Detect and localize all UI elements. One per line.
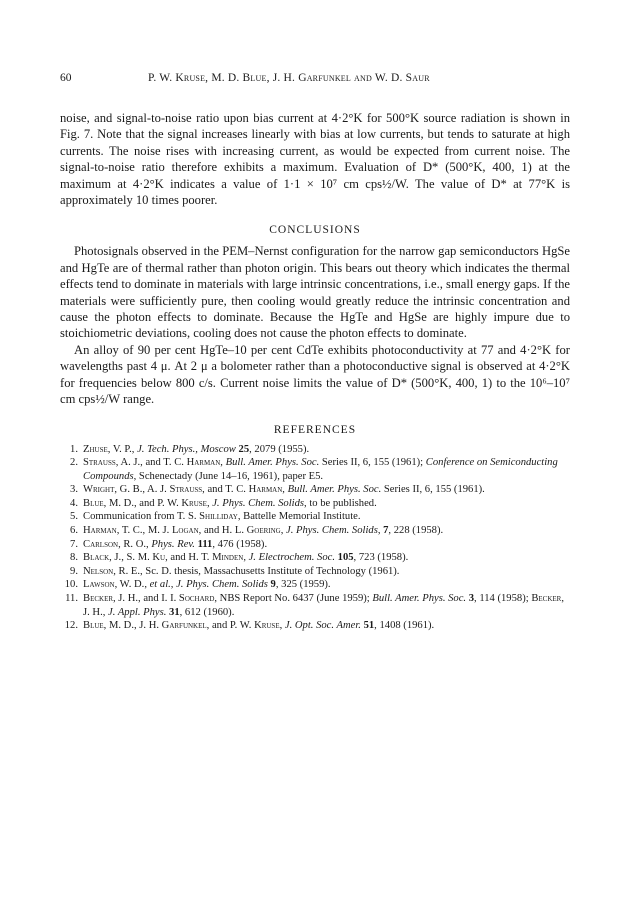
reference-text: Lawson, W. D. [83, 579, 145, 591]
reference-text: , and P. W. [134, 497, 182, 509]
reference-text: 51 [363, 620, 375, 632]
reference-item [60, 565, 570, 579]
reference-text: , Sc. D. thesis, Massachusetts Institute of Technology (1961). [140, 565, 400, 577]
reference-text: Bull. Amer. Phys. Soc. [372, 593, 467, 605]
reference-item [60, 456, 570, 483]
reference-text: Communication from T. S. [83, 511, 200, 523]
reference-text: , and I. I. [138, 593, 179, 605]
reference-text: , 612 (1960). [179, 606, 235, 618]
reference-text: Black, J. [83, 552, 122, 564]
reference-text: Blue, M. D. [83, 497, 134, 509]
reference-list [60, 443, 570, 633]
reference-text: , [220, 457, 226, 469]
reference-item [60, 592, 570, 619]
reference-text: , 723 (1958). [353, 552, 409, 564]
reference-text: , NBS Report No. 6437 (June 1959); [214, 593, 373, 605]
reference-number: 2. [70, 457, 78, 469]
reference-text: , J. H. [134, 620, 162, 632]
reference-number: 12. [64, 620, 78, 632]
reference-item [60, 538, 570, 552]
reference-text: , [102, 606, 109, 618]
reference-text: , and T. C. [202, 484, 249, 496]
reference-number: 9. [70, 565, 78, 577]
reference-item [60, 578, 570, 592]
reference-text: Logan [171, 525, 199, 537]
reference-text: , [144, 579, 150, 591]
reference-number: 11. [65, 593, 78, 605]
page-number: 60 [60, 72, 72, 84]
reference-text: Wright, G. B. [83, 484, 143, 496]
reference-item [60, 510, 570, 524]
reference-number: 3. [70, 484, 78, 496]
reference-number: 7. [70, 538, 78, 550]
reference-text: , 476 (1958). [212, 538, 268, 550]
reference-text: Bull. Amer. Phys. Soc. [225, 457, 320, 469]
reference-text: 7 [383, 525, 389, 537]
reference-text: Nelson, R. E. [83, 565, 140, 577]
reference-text: , Battelle Memorial Institute. [237, 511, 361, 523]
reference-text: , Schenectady (June 14–16, 1961), paper E5. [133, 470, 324, 482]
reference-text: Harman [186, 457, 221, 469]
reference-number: 10. [64, 579, 78, 591]
reference-text: J. Phys. Chem. Solids [212, 497, 305, 509]
reference-item [60, 619, 570, 633]
reference-text: Phys. Rev. [151, 538, 195, 550]
reference-text: , [279, 620, 285, 632]
reference-text: 3 [468, 593, 475, 605]
reference-text: Zhuse, V. P., [83, 443, 138, 455]
reference-text: Kruse [254, 620, 280, 632]
reference-text: Ku [152, 552, 166, 564]
reference-text: 105 [337, 552, 354, 564]
reference-text: Series II, 6, 155 (1961); [319, 457, 426, 469]
reference-text: Goering [246, 525, 281, 537]
reference-number: 1. [70, 443, 78, 455]
running-head-authors: P. W. Kruse, M. D. Blue, J. H. Garfunkel and W. D. Saur [148, 72, 430, 84]
reference-number: 8. [70, 552, 78, 564]
reference-text: J. Opt. Soc. Amer. [284, 620, 361, 632]
references-heading: REFERENCES [273, 423, 357, 436]
reference-text: , M. J. [142, 525, 172, 537]
reference-text: 25 [238, 443, 250, 455]
reference-text: 111 [197, 538, 213, 550]
reference-text: , 114 (1958); [474, 593, 532, 605]
conclusions-heading: CONCLUSIONS [269, 224, 361, 237]
running-head [60, 72, 570, 90]
reference-text: Strauss [169, 484, 203, 496]
reference-number: 6. [70, 525, 78, 537]
reference-text: , [146, 538, 152, 550]
reference-text: , [243, 552, 249, 564]
reference-text: 31 [169, 606, 180, 618]
reference-text: , [377, 525, 384, 537]
reference-item [60, 551, 570, 565]
reference-text: , and H. T. [165, 552, 213, 564]
reference-item [60, 524, 570, 538]
reference-number: 5. [70, 511, 78, 523]
reference-text: Strauss, A. J. [83, 457, 141, 469]
reference-text: , 2079 (1955). [249, 443, 310, 455]
journal-page [60, 72, 570, 633]
conclusions-paragraph-1: Photosignals observed in the PEM–Nernst configuration for the narrow gap semiconductors HgSe and HgTe are of thermal rather than photon origin. This bears out theory which indicates the thermal effects tend to dominate in materials with large intrinsic concentrations, i.e., small energy gaps. If the materials were sufficiently pure, then cooling would greatly reduce the intrinsic concentration and cause the photon effects to dominate. Because the HgTe and HgSe are highly impure due to stoichiometric deviations, cooling does not cause the photon effects to dominate. [60, 244, 570, 341]
reference-text: , to be published. [304, 497, 377, 509]
reference-text: Shilliday [199, 511, 238, 523]
reference-item [60, 443, 570, 457]
reference-text: , and P. W. [206, 620, 255, 632]
reference-text: J. Phys. Chem. Solids [286, 525, 378, 537]
reference-text: J. Appl. Phys. [108, 606, 167, 618]
reference-text: , [282, 484, 288, 496]
reference-text: Becker, J. H. [83, 593, 564, 618]
reference-text: Sochard [178, 593, 215, 605]
reference-text: Kruse [181, 497, 207, 509]
reference-text: Becker, J. H. [83, 593, 139, 605]
reference-text: Garfunkel [161, 620, 207, 632]
reference-item [60, 497, 570, 511]
reference-text: , and H. L. [198, 525, 247, 537]
reference-text: , 325 (1959). [275, 579, 331, 591]
reference-text: et al., J. Phys. Chem. Solids [149, 579, 268, 591]
reference-item [60, 483, 570, 497]
intro-paragraph: noise, and signal-to-noise ratio upon bias current at 4·2°K for 500°K source radiation is shown in Fig. 7. Note that the signal increases linearly with bias at low currents, but tends to saturate at high currents. The noise rises with increasing current, as would be expected from current noise. The signal-to-noise ratio therefore exhibits a maximum. Evaluation of D* (500°K, 400, 1) at the maximum at 4·2°K indicates a value of 1·1 × 10⁷ cm cps½/W. The value of D* at 77°K is approximately 10 times poorer. [60, 111, 570, 208]
reference-text: , 1408 (1961). [374, 620, 435, 632]
reference-text: , and T. C. [140, 457, 187, 469]
conclusions-paragraph-2: An alloy of 90 per cent HgTe–10 per cent CdTe exhibits photoconductivity at 77 and 4·2°K for wavelengths past 4 μ. At 2 μ a bolometer rather than a photoconductive signal is observed at 4·2°K for frequencies below 800 c/s. Current noise limits the value of D* (500°K, 400, 1) to the 10⁶–10⁷ cm cps½/W range. [60, 342, 570, 407]
reference-text: Blue, M. D. [83, 620, 134, 632]
reference-text: Series II, 6, 155 (1961). [381, 484, 485, 496]
reference-text: , S. M. [121, 552, 153, 564]
reference-text: J. Tech. Phys., Moscow [137, 443, 239, 455]
reference-text: , [280, 525, 287, 537]
reference-text: , A. J. [142, 484, 170, 496]
reference-text: 9 [270, 579, 276, 591]
reference-text: J. Electrochem. Soc. [248, 552, 335, 564]
reference-text: Conference on Semiconducting Compounds [83, 457, 558, 482]
reference-text: , 228 (1958). [388, 525, 444, 537]
reference-text: Harman, T. C. [83, 525, 143, 537]
reference-text: Bull. Amer. Phys. Soc. [287, 484, 382, 496]
reference-text: Minden [212, 552, 244, 564]
reference-text: Carlson, R. O. [83, 538, 147, 550]
reference-number: 4. [70, 497, 78, 509]
reference-text: Harman [248, 484, 283, 496]
reference-text: , [206, 497, 213, 509]
